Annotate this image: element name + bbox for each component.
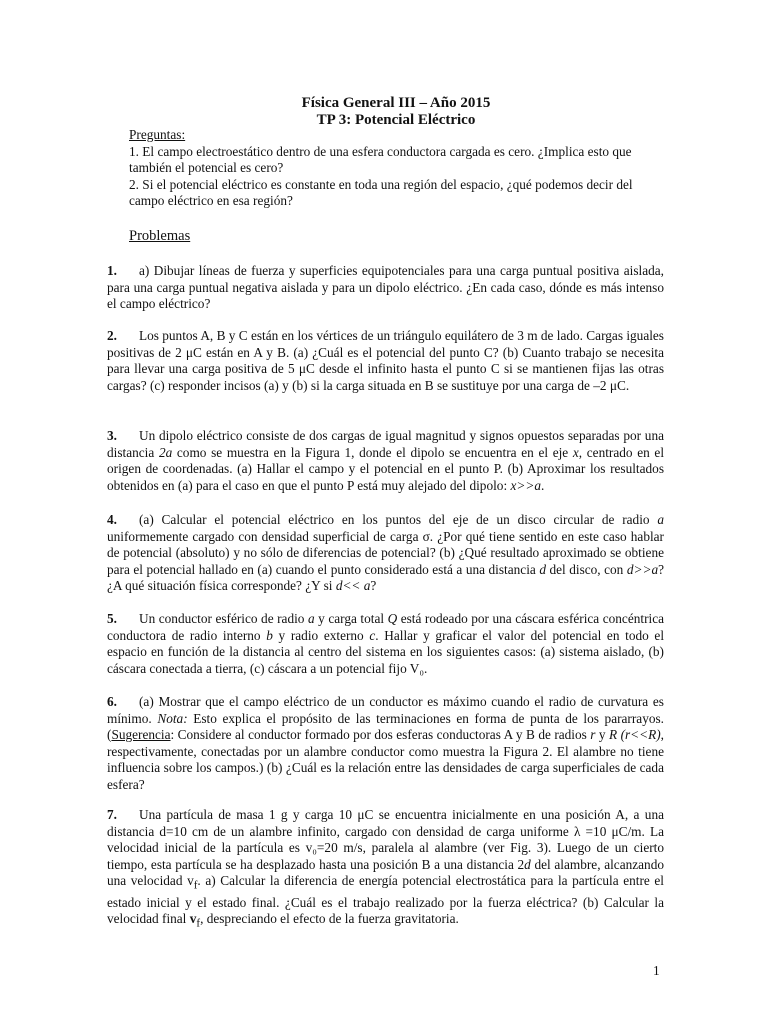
problem-text: . Hallar y graficar el valor del potencial en todo el espacio en función de la distancia al centro del sistema en los siguientes casos: (a) sistema aislado, (b) cáscara conectada a tierra, (c) cáscara a un potencial fijo V₀. [107,627,665,676]
variable: x [572,444,579,460]
problem-text: , centrado en el origen de coordenadas. (a) Hallar el campo y el potencial en el punto P. (b) Aproximar los resultados obtenidos en (a) para el caso en que el punto P está muy alejado del dipolo: [107,444,665,493]
problem-text: y [595,727,609,743]
variable: Q [387,611,398,626]
problem-text: , despreciando el efecto de la fuerza gravitatoria. [200,911,459,927]
problem-text: a) Dibujar líneas de fuerza y superficies equipotenciales para una carga puntual positiva aislada, para una carga puntual negativa aislada y para un dipolo eléctrico. ¿En cada caso, dónde es más intenso el campo eléctrico? [107,263,664,312]
page-number: 1 [653,963,660,978]
variable: r [590,727,596,743]
document-subtitle: TP 3: Potencial Eléctrico [316,112,476,128]
variable: c [369,627,376,643]
problem-number: 4. [107,512,117,527]
problem-text: Los puntos A, B y C están en los vértices de un triángulo equilátero de 3 m de lado. Cargas iguales positivas de 2 μC están en A y B. (a) ¿Cuál es el potencial del punto C? (b) Cuanto trabajo se necesita para llevar una carga positiva de 5 μC desde el infinito hasta el punto C si se mantienen fijas las otras cargas? (c) responder incisos (a) y (b) si la carga situada en B se sustituye por una carga de –2 μC. [107,328,664,393]
problem-5 [107,611,664,677]
variable: 2a [158,444,173,460]
problem-text: Un conductor esférico de radio [138,611,308,626]
problem-text: Esto explica el propósito de las terminaciones en forma de punta de los pararrayos. ( [107,710,664,743]
problem-text: , respectivamente, conectadas por un alambre conductor como muestra la Figura 2. El alambre no tiene influencia sobre los campos.) (b) ¿Cuál es la relación entre las densidades de carga superficiales de cada esfera? [107,727,664,792]
variable: d [524,856,531,872]
problem-text: . a) Calcular la diferencia de energía potencial electrostática para la partícula entre el estado inicial y el estado final. ¿Cuál es el trabajo realizado por la fuerza eléctrica? (b) Calcular la velocidad final [107,873,664,927]
problem-7 [107,807,664,932]
problem-number: 2. [107,328,117,343]
problem-number: 6. [107,694,117,709]
problem-number: 3. [107,428,117,443]
problem-text: (a) Calcular el potencial eléctrico en los puntos del eje de un disco circular de radio [138,512,658,527]
note-label: Nota: [157,710,188,726]
problem-number: 7. [107,807,117,822]
problem-2 [107,328,664,394]
problem-4 [107,512,664,595]
variable: x>>a [510,477,541,493]
questions-section [129,127,659,210]
problem-text: (a) Mostrar que el campo eléctrico de un conductor es máximo cuando el radio de curvatura es mínimo. [107,694,664,726]
problem-number: 5. [107,611,117,626]
problem-1 [107,263,664,313]
subscript: f [196,917,201,930]
variable: d [539,561,546,577]
document-title: Física General III – Año 2015 [301,95,491,111]
problem-text: Una partícula de masa 1 g y carga 10 μC se encuentra inicialmente en una posición A, a una distancia d=10 cm de un alambre infinito, cargado con densidad de carga uniforme λ =10 μC/m. La velocidad inicial de la partícula es v₀=20 m/s, paralela al alambre (ver Fig. 3). Luego de un cierto tiempo, esta partícula se ha desplazado hasta una posición B a una distancia 2 [107,807,664,872]
problem-text: Un dipolo eléctrico consiste de dos cargas de igual magnitud y signos opuestos separadas por una distancia [107,428,664,460]
problem-text: ? ¿A qué situación física corresponde? ¿Y si [107,561,664,594]
problem-text: del disco, con [545,561,627,577]
problem-text: como se muestra en la Figura 1, donde el dipolo se encuentra en el eje [172,444,573,460]
subscript: f [193,880,198,893]
problem-text: : Considere al conductor formado por dos esferas conductoras A y B de radios [170,727,591,743]
variable: R (r<<R) [609,727,661,743]
questions-heading: Preguntas: [129,127,186,142]
variable: b [266,627,273,643]
problems-heading: Problemas [129,228,191,244]
variable: d<< a [335,578,371,594]
variable: a [657,512,664,527]
problem-text: y carga total [314,611,388,626]
variable: a [307,611,315,626]
question-1: 1. El campo electroestático dentro de una esfera conductora cargada es cero. ¿Implica esto que también el potencial es cero? [129,143,632,176]
problem-text: . [540,477,545,493]
problem-text: del alambre, alcanzando una velocidad v [107,856,664,889]
problem-text: ? [370,578,377,594]
problem-text: está rodeado por una cáscara esférica concéntrica conductora de radio interno [107,611,665,643]
question-2: 2. Si el potencial eléctrico es constante en toda una región del espacio, ¿qué podemos decir del campo eléctrico en esa región? [129,176,633,209]
problem-text: y radio externo [272,627,370,643]
problem-3 [107,428,664,494]
suggestion-label: Sugerencia [111,727,171,743]
bold-variable: v [189,911,197,927]
problem-text: uniformemente cargado con densidad superficial de carga σ. ¿Por qué tiene sentido en este caso hablar de potencial (absoluto) y no sólo de diferencias de potencial? (b) ¿Qué resultado aproximado se obtiene para el potencial hallado en (a) cuando el punto considerado está a una distancia [107,528,664,577]
problem-number: 1. [107,263,117,278]
problem-6 [107,694,664,794]
variable: d>>a [626,561,659,577]
